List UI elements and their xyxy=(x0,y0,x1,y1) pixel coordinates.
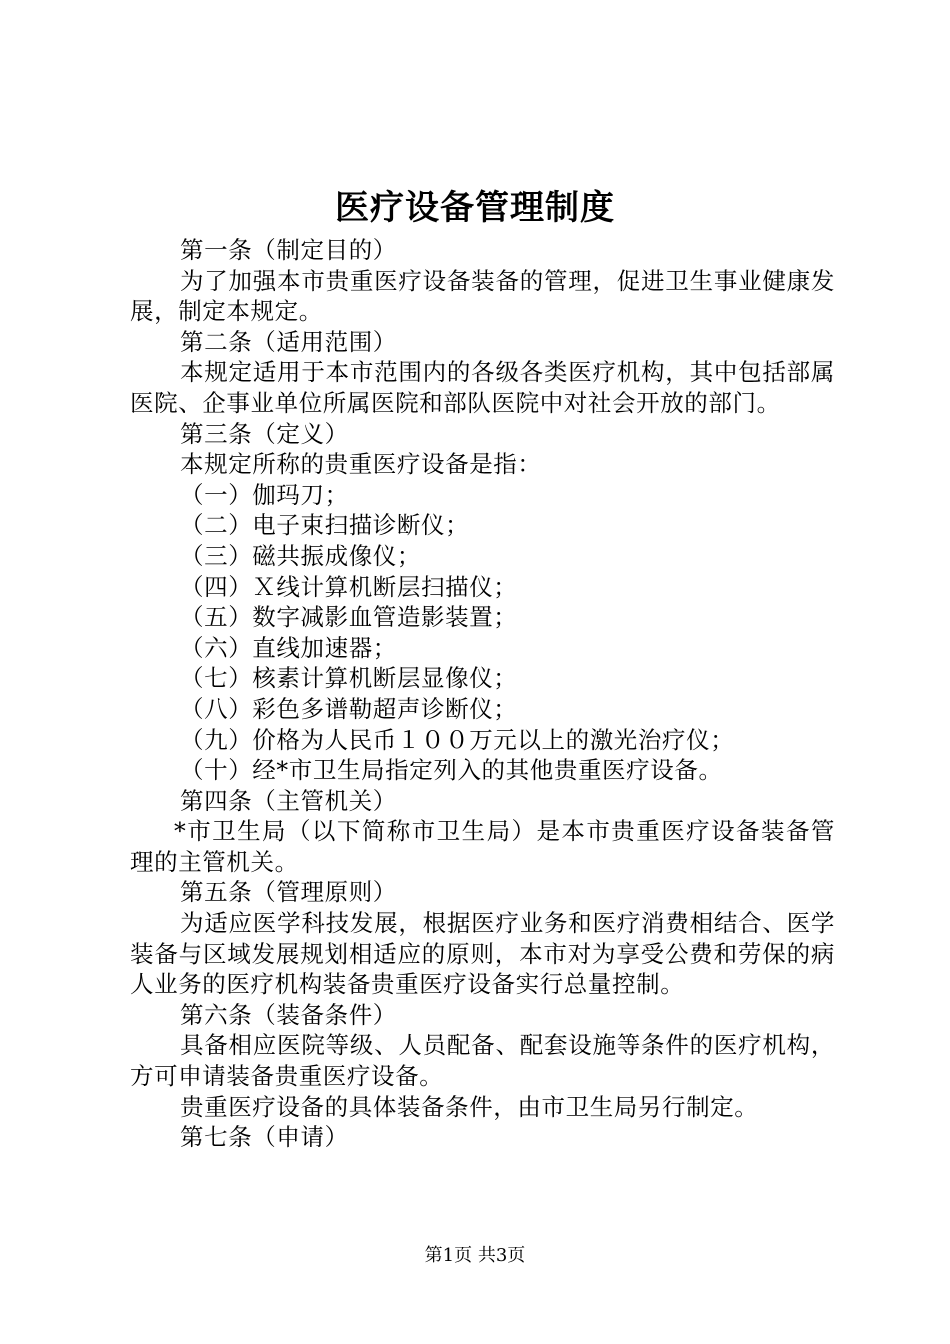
paragraph: 为适应医学科技发展，根据医疗业务和医疗消费相结合、医学装备与区域发展规划相适应的原则，本市对为享受公费和劳保的病人业务的医疗机构装备贵重医疗设备实行总量控制。 xyxy=(130,909,835,999)
list-item: （一）伽玛刀； xyxy=(180,480,349,509)
list-item: （五）数字减影血管造影装置； xyxy=(180,603,518,632)
list-item: （三）磁共振成像仪； xyxy=(180,541,421,570)
paragraph: 为了加强本市贵重医疗设备装备的管理，促进卫生事业健康发展，制定本规定。 xyxy=(130,266,835,326)
page-footer: 第1页 共3页 xyxy=(424,1245,526,1266)
list-item: （七）核素计算机断层显像仪； xyxy=(180,664,518,693)
paragraph: 本规定适用于本市范围内的各级各类医疗机构，其中包括部属医院、企事业单位所属医院和部队医院中对社会开放的部门。 xyxy=(130,358,835,417)
list-item: （二）电子束扫描诊断仪； xyxy=(180,511,470,540)
paragraph: *市卫生局（以下简称市卫生局）是本市贵重医疗设备装备管理的主管机关。 xyxy=(130,817,835,876)
list-item: （六）直线加速器； xyxy=(180,633,397,662)
article-heading: 第一条（制定目的） xyxy=(180,236,397,264)
list-item: （八）彩色多谱勒超声诊断仪； xyxy=(180,694,518,723)
document-title: 医疗设备管理制度 xyxy=(335,188,615,228)
article-heading: 第七条（申请） xyxy=(180,1123,349,1152)
list-item: （四）Ｘ线计算机断层扫描仪； xyxy=(180,572,518,601)
article-heading: 第四条（主管机关） xyxy=(180,786,397,815)
paragraph: 贵重医疗设备的具体装备条件，由市卫生局另行制定。 xyxy=(180,1092,759,1121)
article-heading: 第三条（定义） xyxy=(180,419,349,448)
paragraph: 本规定所称的贵重医疗设备是指： xyxy=(180,450,542,479)
document-body xyxy=(130,235,835,1153)
article-heading: 第六条（装备条件） xyxy=(180,1000,397,1029)
list-item: （九）价格为人民币１００万元以上的激光治疗仪； xyxy=(180,725,735,754)
article-heading: 第五条（管理原则） xyxy=(180,878,397,907)
paragraph: 具备相应医院等级、人员配备、配套设施等条件的医疗机构，方可申请装备贵重医疗设备。 xyxy=(130,1031,835,1091)
article-heading: 第二条（适用范围） xyxy=(180,327,397,356)
list-item: （十）经*市卫生局指定列入的其他贵重医疗设备。 xyxy=(180,756,723,785)
